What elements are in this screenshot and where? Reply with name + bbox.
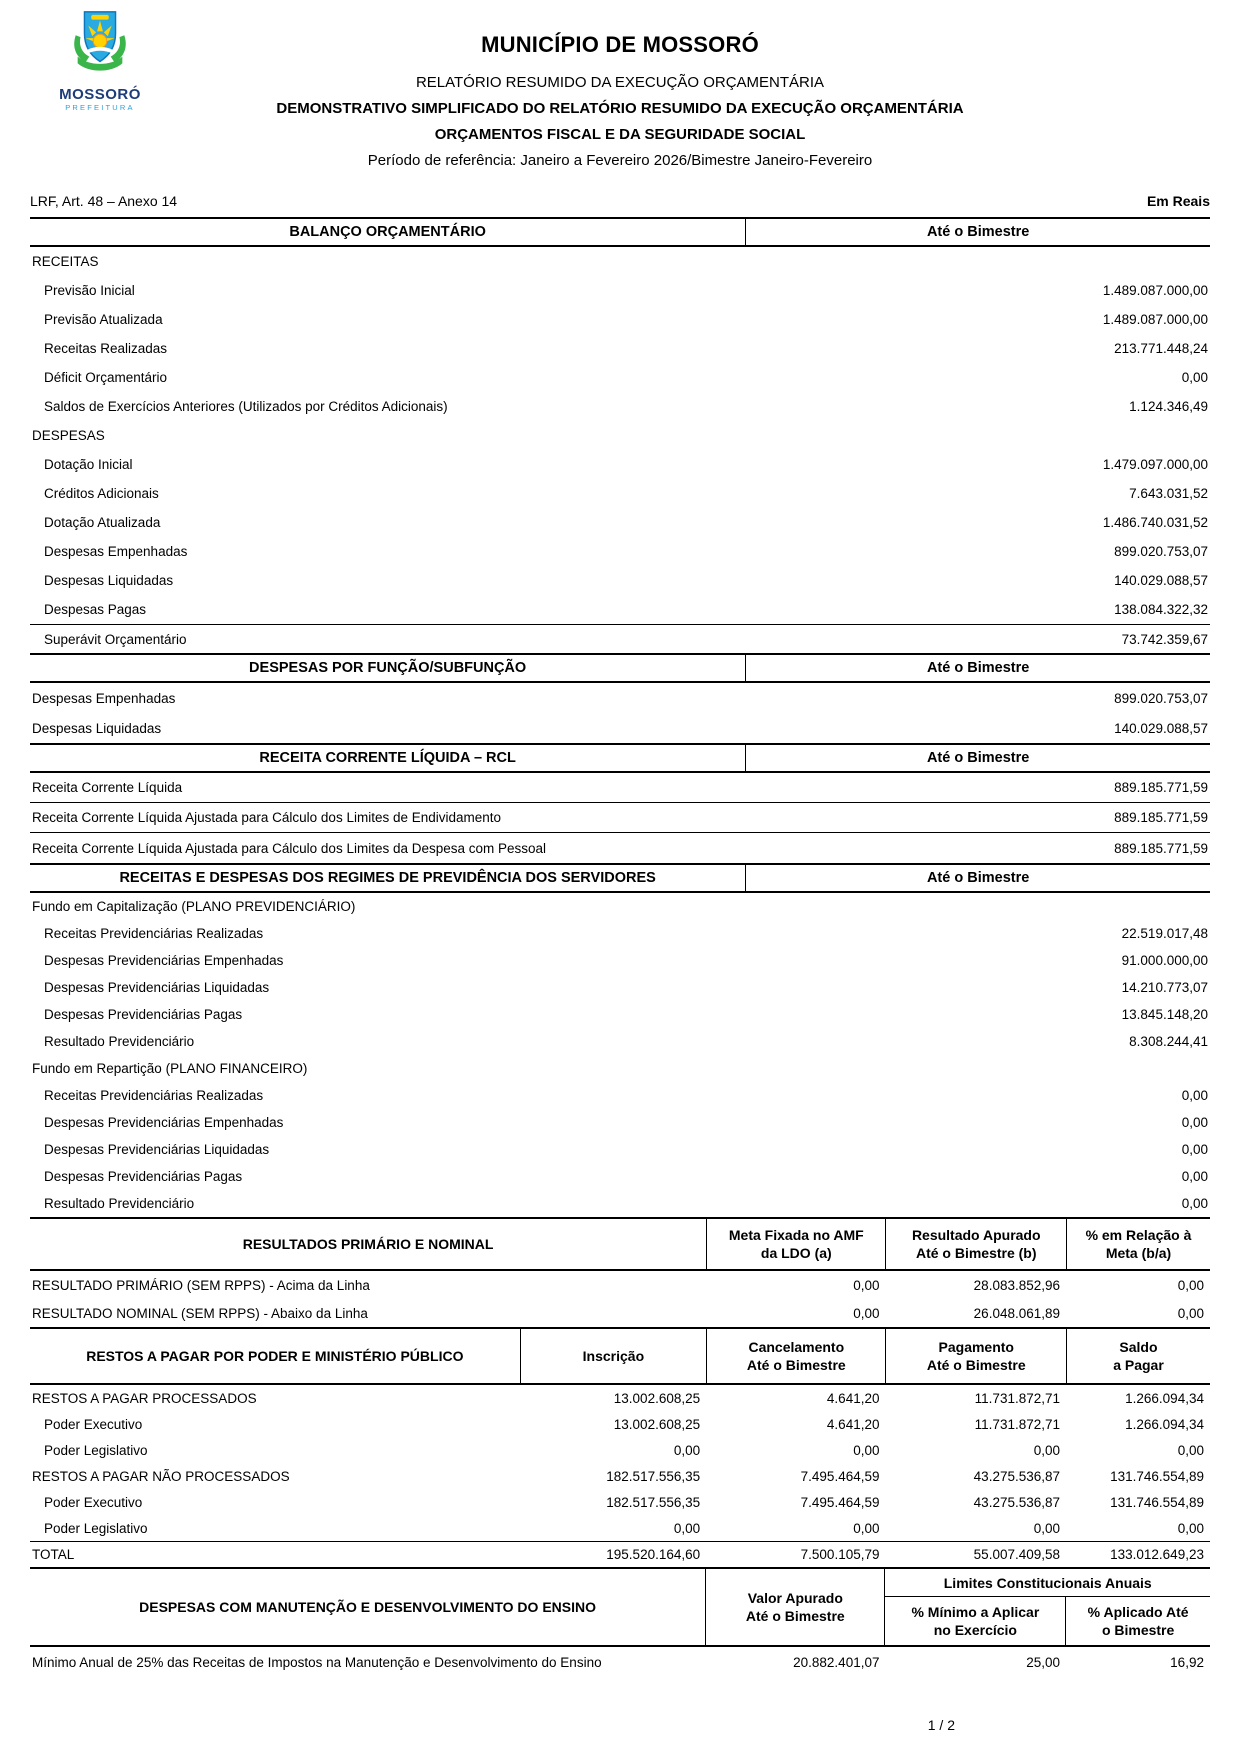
column-header-line: no Exercício [933,1622,1017,1638]
section-title: RECEITAS E DESPESAS DOS REGIMES DE PREVIDÊNCIA DOS SERVIDORES [30,865,746,891]
column-group-limites [885,1569,1210,1645]
logo-subtitle: PREFEITURA [65,103,135,112]
row-value: 1.479.097.000,00 [1102,457,1208,472]
section-header [30,743,1210,773]
row-label: RESTOS A PAGAR NÃO PROCESSADOS [32,1468,290,1484]
table-row [30,392,1210,421]
column-header-line: o Bimestre [1101,1622,1175,1638]
row-value-minimo: 25,00 [1026,1654,1061,1670]
row-value-saldo: 1.266.094,34 [1125,1416,1204,1432]
table-row [30,803,1210,833]
table-row [30,1055,1210,1082]
mossoro-crest-icon [66,6,134,80]
page-number: 1 / 2 [927,1717,955,1733]
table-row [30,773,1210,803]
row-value-inscricao: 182.517.556,35 [606,1468,701,1484]
row-value: 889.185.771,59 [1114,840,1208,856]
column-header-line: % Mínimo a Aplicar [911,1603,1040,1620]
row-value: 140.029.088,57 [1114,573,1208,588]
row-value-pagamento: 11.731.872,71 [974,1390,1061,1406]
row-value-inscricao: 195.520.164,60 [606,1547,701,1562]
row-value-pagamento: 11.731.872,71 [974,1416,1061,1432]
column-header-line: Até o Bimestre [746,1357,846,1373]
row-label: Poder Executivo [44,1416,143,1432]
column-header-line: Meta (b/a) [1105,1245,1172,1261]
row-label: RESULTADO PRIMÁRIO (SEM RPPS) - Acima da Linha [32,1277,370,1293]
row-value-resultado: 28.083.852,96 [973,1277,1061,1293]
table-row [30,1136,1210,1163]
report-subtitle-1: RELATÓRIO RESUMIDO DA EXECUÇÃO ORÇAMENTÁRIA [415,74,825,91]
table-row [30,1082,1210,1109]
row-value-inscricao: 0,00 [673,1442,701,1458]
column-header-line: Resultado Apurado [911,1226,1041,1243]
table-row [30,1271,1210,1299]
table-row [30,363,1210,392]
row-value: 91.000.000,00 [1121,953,1208,968]
row-value-cancelamento: 0,00 [853,1520,880,1536]
row-value: 1.486.740.031,52 [1102,515,1208,530]
row-value-pagamento: 55.007.409,58 [973,1547,1061,1562]
row-label: Saldos de Exercícios Anteriores (Utilizados por Créditos Adicionais) [44,399,448,414]
table-row [30,893,1210,920]
section-ensino [30,1567,1210,1677]
table-row [30,1463,1210,1489]
row-label: Créditos Adicionais [44,486,159,501]
table-row [30,1109,1210,1136]
table-row [30,1001,1210,1028]
row-label: Fundo em Capitalização (PLANO PREVIDENCIÁRIO) [32,899,356,914]
column-header-line: da LDO (a) [760,1245,832,1261]
row-label: TOTAL [32,1547,75,1562]
table-row [30,683,1210,713]
section-title: DESPESAS POR FUNÇÃO/SUBFUNÇÃO [30,655,746,681]
column-header-line: % em Relação à [1085,1226,1192,1243]
section-header [30,863,1210,893]
row-label: Receita Corrente Líquida Ajustada para Cálculo dos Limites de Endividamento [32,810,502,825]
row-label: RECEITAS [32,254,99,269]
row-value: 0,00 [1181,1088,1208,1103]
law-reference: LRF, Art. 48 – Anexo 14 [30,193,178,209]
limites-subcolumns [885,1597,1210,1645]
row-value-cancelamento: 7.495.464,59 [800,1468,880,1484]
row-label: Receita Corrente Líquida Ajustada para Cálculo dos Limites da Despesa com Pessoal [32,840,547,856]
row-value-inscricao: 13.002.608,25 [613,1390,701,1406]
column-header-line: Até o Bimestre (b) [915,1245,1037,1261]
section-resultados [30,1217,1210,1327]
table-row [30,1163,1210,1190]
table-row [30,595,1210,624]
row-value-saldo: 0,00 [1177,1520,1204,1536]
row-label: Receitas Previdenciárias Realizadas [44,926,264,941]
section-title: RESULTADOS PRIMÁRIO E NOMINAL [242,1236,494,1252]
row-label: Despesas Liquidadas [32,720,162,736]
section-header [30,1567,1210,1647]
table-row [30,1299,1210,1327]
row-value: 22.519.017,48 [1121,926,1208,941]
column-header: Até o Bimestre [926,750,1030,766]
row-label: Poder Legislativo [44,1442,148,1458]
section-despesas-funcao [30,653,1210,743]
row-label: Mínimo Anual de 25% das Receitas de Impostos na Manutenção e Desenvolvimento do Ensino [32,1654,602,1670]
row-value: 1.489.087.000,00 [1102,312,1208,327]
column-header-resultado [885,1219,1066,1269]
row-value: 1.489.087.000,00 [1102,283,1208,298]
column-header: Até o Bimestre [926,660,1030,676]
column-header-line: Saldo [1119,1338,1158,1355]
row-value-percentual: 0,00 [1177,1277,1204,1293]
row-label: Despesas Liquidadas [44,573,174,588]
row-value-pagamento: 43.275.536,87 [973,1494,1061,1510]
row-label: Déficit Orçamentário [44,370,168,385]
column-header: Até o Bimestre [926,870,1030,886]
row-value-pagamento: 0,00 [1033,1442,1061,1458]
section-title: DESPESAS COM MANUTENÇÃO E DESENVOLVIMENTO DO ENSINO [30,1569,706,1645]
table-row [30,1385,1210,1411]
row-value-inscricao: 0,00 [673,1520,701,1536]
row-value: 0,00 [1181,1115,1208,1130]
column-header-cancelamento [706,1329,885,1383]
row-value-saldo: 131.746.554,89 [1110,1468,1204,1484]
table-row [30,566,1210,595]
row-value-cancelamento: 7.495.464,59 [800,1494,880,1510]
table-row [30,450,1210,479]
table-row [30,920,1210,947]
table-row [30,1647,1210,1677]
row-value: 73.742.359,67 [1121,631,1208,647]
row-label: Fundo em Repartição (PLANO FINANCEIRO) [32,1061,308,1076]
table-row-total [30,1541,1210,1567]
row-label: Despesas Previdenciárias Pagas [44,1007,243,1022]
row-value-inscricao: 182.517.556,35 [606,1494,701,1510]
table-row [30,833,1210,863]
row-value-cancelamento: 0,00 [853,1442,880,1458]
row-value-cancelamento: 4.641,20 [826,1416,880,1432]
table-row [30,247,1210,276]
column-header-meta [706,1219,885,1269]
section-restos-a-pagar [30,1327,1210,1567]
row-label: Despesas Previdenciárias Empenhadas [44,1115,284,1130]
column-header-line: Até o Bimestre [926,1357,1026,1373]
table-row [30,1028,1210,1055]
row-value: 0,00 [1181,1196,1208,1211]
column-header-line: Cancelamento [748,1338,845,1355]
row-value: 889.185.771,59 [1114,780,1208,795]
table-row [30,1190,1210,1217]
logo-name: MOSSORÓ [59,86,141,103]
column-header-aplicado [1066,1597,1210,1645]
row-label: Poder Executivo [44,1494,143,1510]
row-value: 889.185.771,59 [1114,810,1208,825]
section-header [30,653,1210,683]
row-value-percentual: 0,00 [1177,1305,1204,1321]
row-label: Receitas Realizadas [44,341,168,356]
table-row [30,276,1210,305]
table-row [30,974,1210,1001]
row-value: 0,00 [1181,1142,1208,1157]
report-subtitle-3: ORÇAMENTOS FISCAL E DA SEGURIDADE SOCIAL [434,126,806,143]
table-row [30,624,1210,653]
table-row [30,1411,1210,1437]
row-value-aplicado: 16,92 [1170,1654,1204,1670]
column-header-inscricao [520,1329,706,1383]
column-header-line: Pagamento [938,1338,1014,1355]
meta-row [30,193,1210,217]
row-value-cancelamento: 4.641,20 [826,1390,880,1406]
row-label: RESULTADO NOMINAL (SEM RPPS) - Abaixo da Linha [32,1305,368,1321]
table-row [30,1437,1210,1463]
table-row [30,1515,1210,1541]
row-value-inscricao: 13.002.608,25 [613,1416,701,1432]
section-title: RESTOS A PAGAR POR PODER E MINISTÉRIO PÚBLICO [86,1348,464,1364]
column-header-line: Até o Bimestre [745,1608,845,1624]
row-value-saldo: 0,00 [1177,1442,1204,1458]
column-header-line: a Pagar [1113,1357,1164,1373]
row-value-saldo: 133.012.649,23 [1110,1547,1204,1562]
row-value: 140.029.088,57 [1114,720,1208,736]
table-row [30,334,1210,363]
section-previdencia [30,863,1210,1217]
row-label: Receitas Previdenciárias Realizadas [44,1088,264,1103]
row-value: 899.020.753,07 [1114,544,1208,559]
row-label: Despesas Empenhadas [32,690,176,706]
report-period: Período de referência: Janeiro a Fevereiro 2026/Bimestre Janeiro-Fevereiro [367,152,873,169]
column-header-line: Valor Apurado [747,1589,843,1606]
limites-group-title: Limites Constitucionais Anuais [885,1569,1210,1597]
row-label: Despesas Previdenciárias Pagas [44,1169,243,1184]
prefeitura-logo [42,6,158,112]
section-title: BALANÇO ORÇAMENTÁRIO [30,219,746,245]
row-value-valor: 20.882.401,07 [793,1654,880,1670]
row-label: Previsão Atualizada [44,312,163,327]
column-header-minimo [885,1597,1066,1645]
row-label: Poder Legislativo [44,1520,148,1536]
row-value-cancelamento: 7.500.105,79 [800,1547,880,1562]
section-receita-corrente-liquida [30,743,1210,863]
column-header-valor-apurado [706,1569,885,1645]
column-header-line: Inscrição [582,1347,645,1364]
table-row [30,1489,1210,1515]
row-value: 138.084.322,32 [1114,602,1208,617]
row-label: Receita Corrente Líquida [32,780,183,795]
row-value: 13.845.148,20 [1121,1007,1208,1022]
row-value-resultado: 26.048.061,89 [973,1305,1061,1321]
section-balanco-orcamentario [30,217,1210,653]
column-header-percentual [1066,1219,1210,1269]
row-label: Resultado Previdenciário [44,1034,195,1049]
row-value: 1.124.346,49 [1129,399,1208,414]
column-header-saldo [1066,1329,1210,1383]
column-header-line: Meta Fixada no AMF [728,1226,864,1243]
row-label: RESTOS A PAGAR PROCESSADOS [32,1390,257,1406]
table-row [30,713,1210,743]
row-value-saldo: 1.266.094,34 [1125,1390,1204,1406]
row-value-meta: 0,00 [853,1277,880,1293]
row-label: Resultado Previdenciário [44,1196,195,1211]
column-header: Até o Bimestre [926,224,1030,240]
section-title: RECEITA CORRENTE LÍQUIDA – RCL [30,745,746,771]
currency-note: Em Reais [1146,193,1210,209]
table-row [30,479,1210,508]
row-value: 899.020.753,07 [1114,690,1208,706]
row-label: Dotação Atualizada [44,515,161,530]
row-value-pagamento: 0,00 [1033,1520,1061,1536]
section-header [30,1327,1210,1385]
document-header [30,0,1210,169]
row-label: DESPESAS [32,428,105,443]
row-label: Despesas Previdenciárias Liquidadas [44,1142,270,1157]
row-value: 14.210.773,07 [1121,980,1208,995]
column-header-pagamento [885,1329,1066,1383]
row-value-saldo: 131.746.554,89 [1110,1494,1204,1510]
row-label: Despesas Previdenciárias Empenhadas [44,953,284,968]
row-value: 8.308.244,41 [1129,1034,1208,1049]
row-label: Superávit Orçamentário [44,631,187,647]
row-label: Despesas Pagas [44,602,147,617]
row-value: 0,00 [1181,370,1208,385]
row-label: Dotação Inicial [44,457,133,472]
table-row [30,305,1210,334]
row-label: Previsão Inicial [44,283,135,298]
row-value: 213.771.448,24 [1114,341,1208,356]
column-header-line: % Aplicado Até [1087,1603,1189,1620]
table-row [30,508,1210,537]
row-value-meta: 0,00 [853,1305,880,1321]
report-subtitle-2: DEMONSTRATIVO SIMPLIFICADO DO RELATÓRIO RESUMIDO DA EXECUÇÃO ORÇAMENTÁRIA [276,100,964,117]
row-label: Despesas Previdenciárias Liquidadas [44,980,270,995]
row-value-pagamento: 43.275.536,87 [973,1468,1061,1484]
page-title: MUNICÍPIO DE MOSSORÓ [481,32,759,57]
row-value: 7.643.031,52 [1129,486,1208,501]
table-row [30,421,1210,450]
section-header [30,1217,1210,1271]
table-row [30,947,1210,974]
row-value: 0,00 [1181,1169,1208,1184]
table-row [30,537,1210,566]
row-label: Despesas Empenhadas [44,544,188,559]
section-header [30,217,1210,247]
